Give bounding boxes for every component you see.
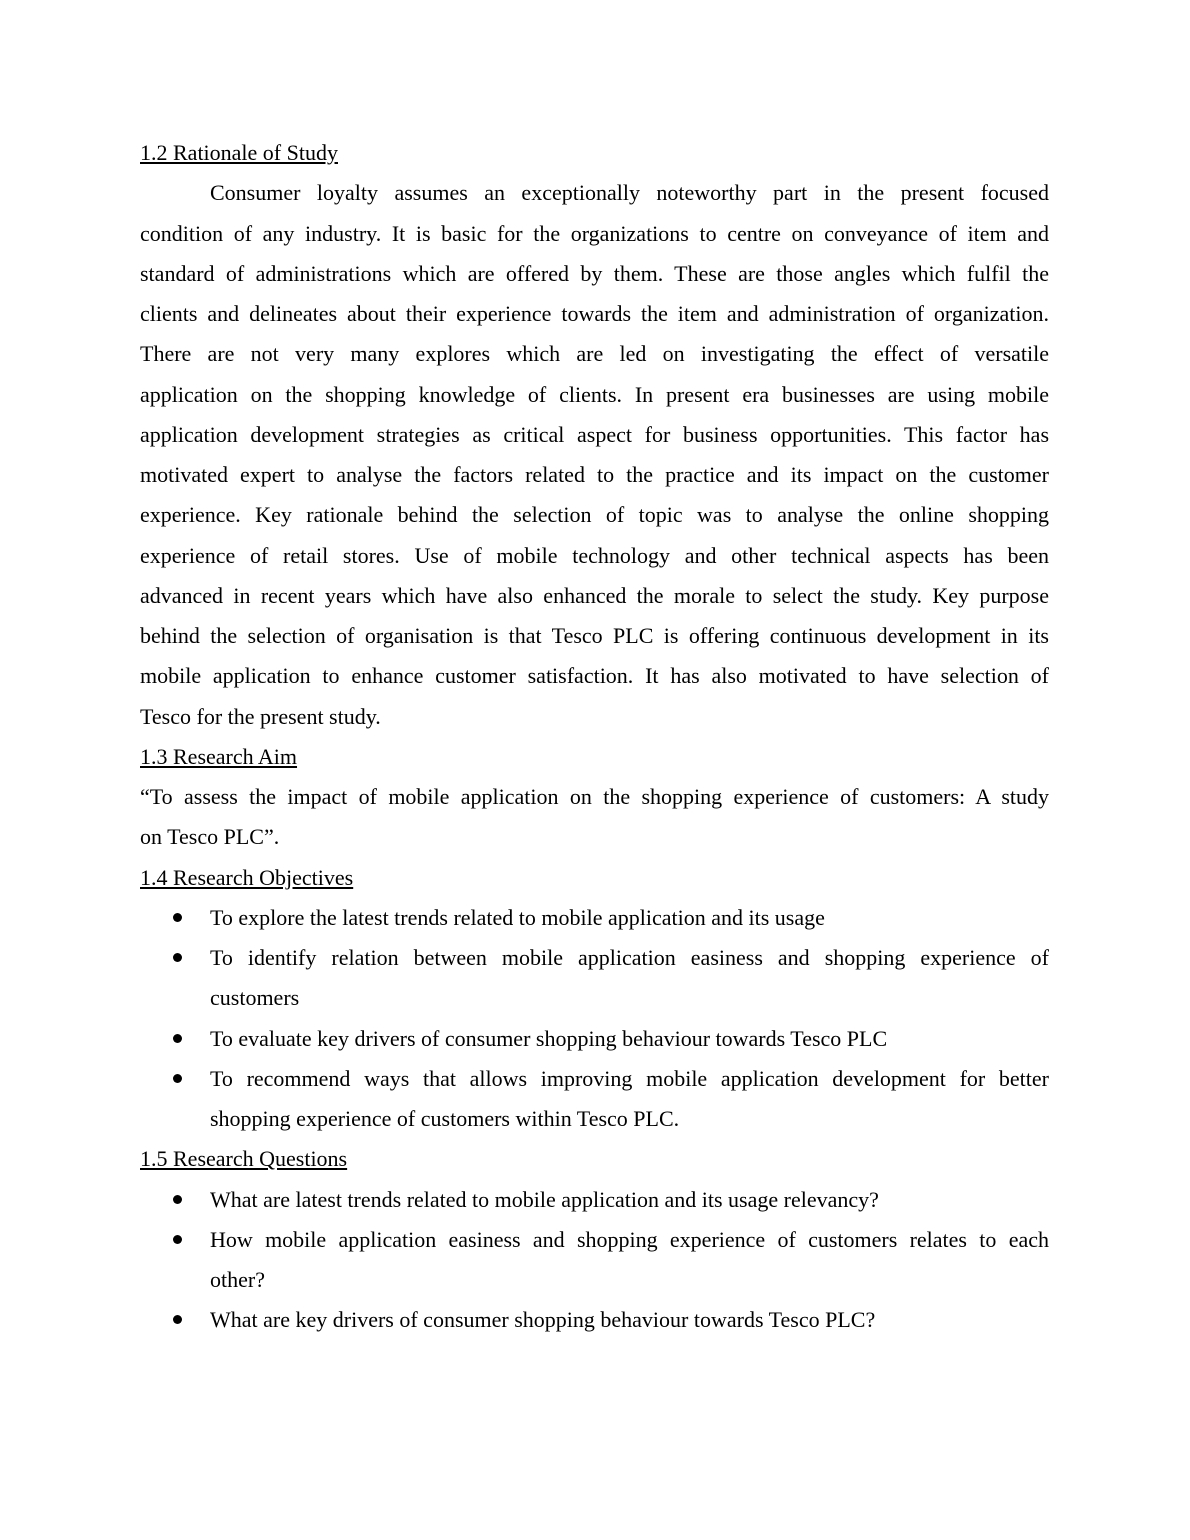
objectives-list [140,898,1049,1140]
list-item [140,1300,1049,1340]
section-heading-objectives: 1.4 Research Objectives [140,864,354,890]
text-line: behind the selection of organisation is that Tesco PLC is offering continuous development in its [140,623,1049,648]
text-line: motivated expert to analyse the factors related to the practice and its impact on the customer [140,462,1049,487]
text-line: application on the shopping knowledge of clients. In present era businesses are using mobile [140,381,1049,407]
text-line: “To assess the impact of mobile application on the shopping experience of customers: A study [140,784,1049,809]
section-heading-rationale: 1.2 Rationale of Study [140,140,338,165]
list-item [140,1220,1049,1301]
text-line: What are key drivers of consumer shopping behaviour towards Tesco PLC? [210,1307,876,1333]
text-line: application development strategies as critical aspect for business opportunities. This factor has [140,421,1049,447]
bullet-icon [173,1074,182,1083]
bullet-icon [173,913,182,922]
document-page [140,133,1049,1341]
text-line: To recommend ways that allows improving mobile application development for better [210,1065,1049,1091]
text-line: To evaluate key drivers of consumer shopping behaviour towards Tesco PLC [210,1025,888,1051]
bullet-icon [173,1034,182,1043]
bullet-icon [173,1315,182,1324]
bullet-icon [173,1235,182,1244]
list-item [140,1059,1049,1140]
text-line: Consumer loyalty assumes an exceptionally noteworthy part in the present focused [210,180,1049,206]
text-line: standard of administrations which are offered by them. These are those angles which fulfil the [140,260,1049,286]
aim-paragraph [140,777,1049,858]
text-line: customers [210,985,300,1011]
text-line: clients and delineates about their experience towards the item and administration of organization. [140,301,1049,326]
text-line: mobile application to enhance customer satisfaction. It has also motivated to have selection of [140,663,1049,689]
list-item [140,1019,1049,1059]
text-line: Tesco for the present study. [140,703,381,729]
text-line: on Tesco PLC”. [140,824,280,850]
text-line: To identify relation between mobile application easiness and shopping experience of [210,945,1049,970]
text-line: experience. Key rationale behind the selection of topic was to analyse the online shopping [140,502,1049,528]
bullet-icon [173,1195,182,1204]
text-line: other? [210,1267,265,1292]
text-line: How mobile application easiness and shopping experience of customers relates to each [210,1226,1049,1252]
list-item [140,938,1049,1019]
section-heading-questions: 1.5 Research Questions [140,1146,348,1172]
list-item [140,898,1049,938]
text-line: There are not very many explores which are led on investigating the effect of versatile [140,341,1049,367]
questions-list [140,1180,1049,1341]
bullet-icon [173,953,182,962]
text-line: shopping experience of customers within Tesco PLC. [210,1106,680,1131]
list-item [140,1180,1049,1220]
text-line: experience of retail stores. Use of mobile technology and other technical aspects has been [140,542,1049,568]
section-heading-aim: 1.3 Research Aim [140,743,298,769]
text-line: condition of any industry. It is basic for the organizations to centre on conveyance of item and [140,220,1049,246]
text-line: advanced in recent years which have also enhanced the morale to select the study. Key purpose [140,582,1049,608]
text-line: What are latest trends related to mobile application and its usage relevancy? [210,1186,879,1212]
text-line: To explore the latest trends related to mobile application and its usage [210,904,825,930]
rationale-paragraph [140,173,1049,737]
